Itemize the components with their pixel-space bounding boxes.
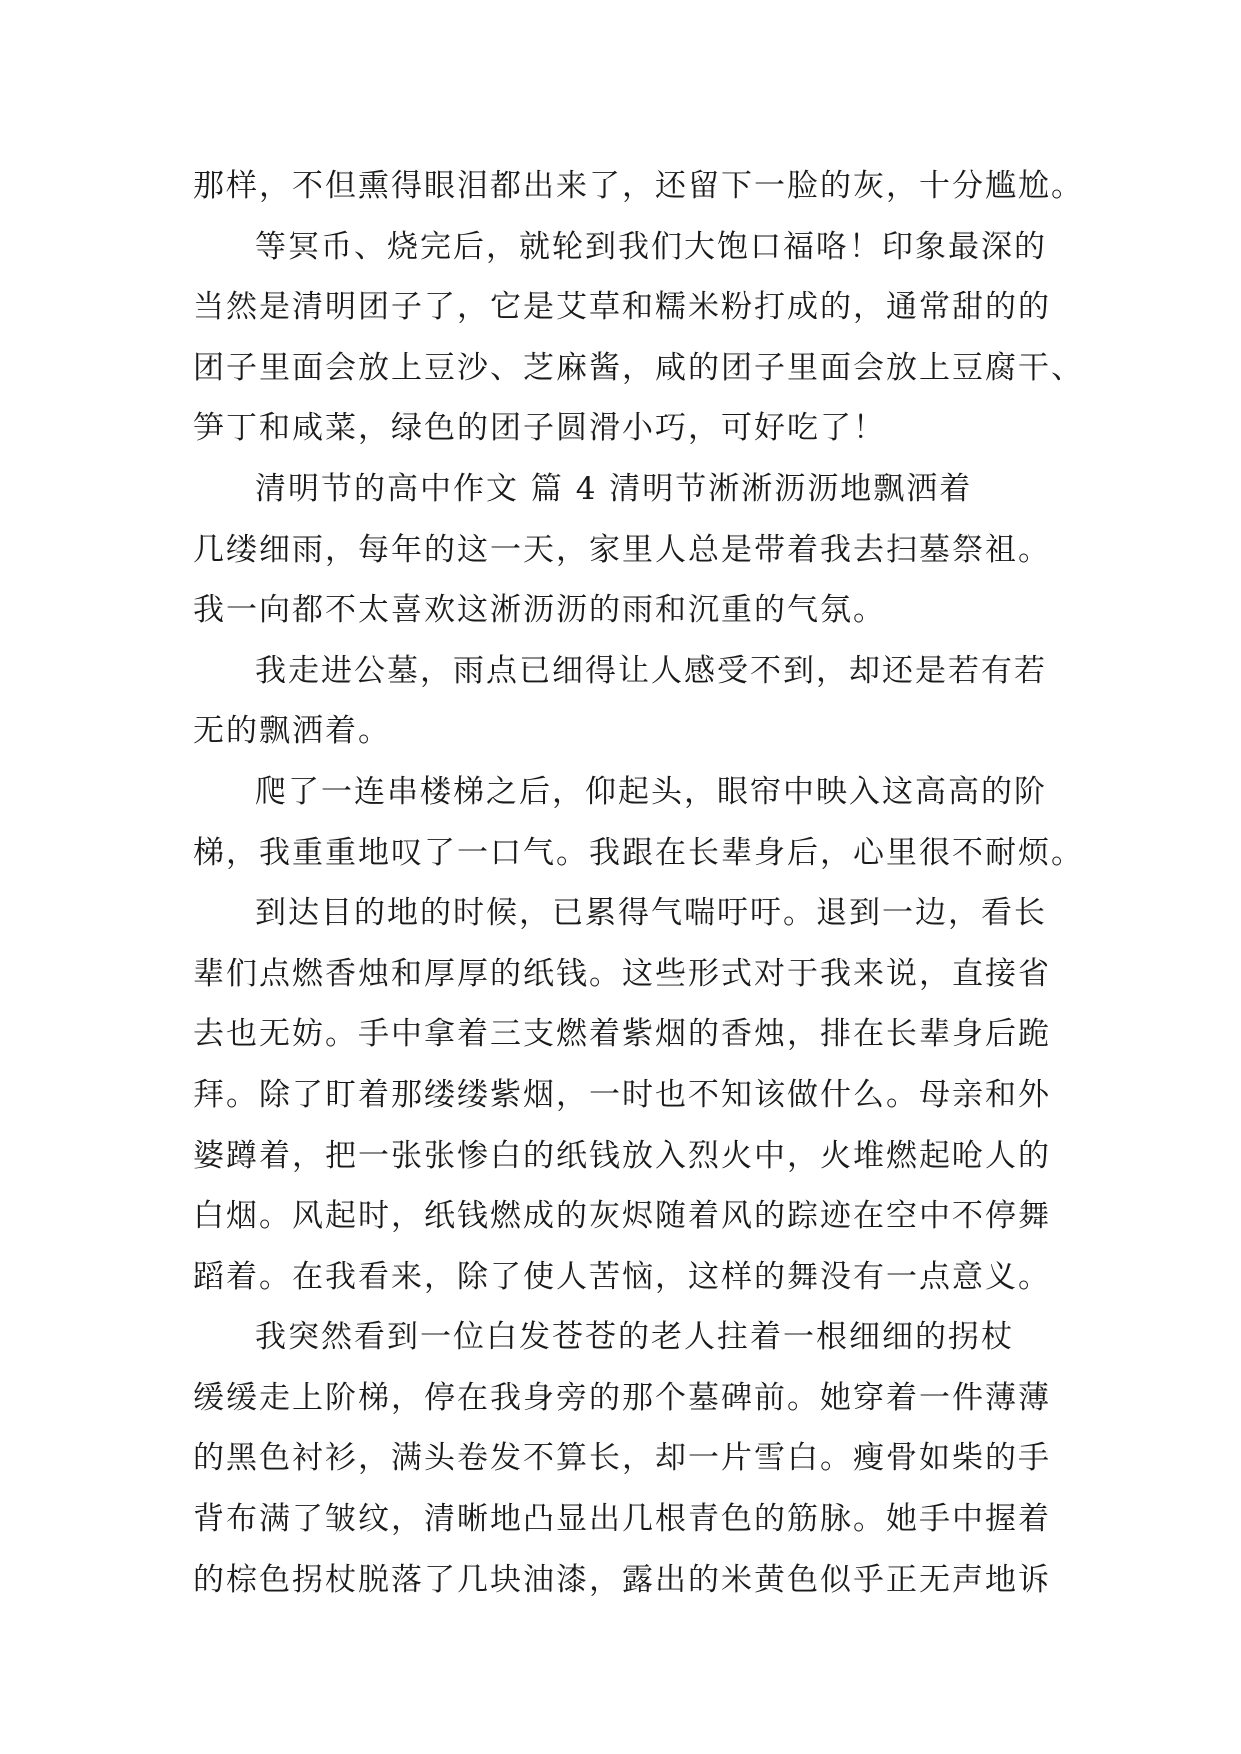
text-line: 到达目的地的时候，已累得气喘吁吁。退到一边，看长 bbox=[255, 895, 1047, 932]
text-line: 笋丁和咸菜，绿色的团子圆滑小巧，可好吃了！ bbox=[193, 410, 886, 447]
text-line: 缓缓走上阶梯，停在我身旁的那个墓碑前。她穿着一件薄薄 bbox=[193, 1379, 1051, 1416]
text-line: 辈们点燃香烛和厚厚的纸钱。这些形式对于我来说，直接省 bbox=[193, 955, 1051, 992]
text-line: 拜。除了盯着那缕缕紫烟，一时也不知该做什么。母亲和外 bbox=[193, 1076, 1051, 1113]
text-line: 我突然看到一位白发苍苍的老人拄着一根细细的拐杖 bbox=[255, 1319, 1014, 1356]
text-line: 清明节的高中作文 篇 4 清明节淅淅沥沥地飘洒着 bbox=[255, 470, 973, 507]
text-line: 去也无妨。手中拿着三支燃着紫烟的香烛，排在长辈身后跪 bbox=[193, 1016, 1051, 1053]
text-line: 爬了一连串楼梯之后，仰起头，眼帘中映入这高高的阶 bbox=[255, 773, 1047, 810]
text-line: 当然是清明团子了，它是艾草和糯米粉打成的，通常甜的的 bbox=[193, 289, 1051, 326]
text-line: 那样，不但熏得眼泪都出来了，还留下一脸的灰，十分尴尬。 bbox=[193, 168, 1084, 204]
text-line: 梯，我重重地叹了一口气。我跟在长辈身后，心里很不耐烦。 bbox=[193, 834, 1084, 871]
text-line: 几缕细雨，每年的这一天，家里人总是带着我去扫墓祭祖。 bbox=[193, 531, 1051, 568]
text-line: 的棕色拐杖脱落了几块油漆，露出的米黄色似乎正无声地诉 bbox=[193, 1561, 1051, 1598]
text-line: 白烟。风起时，纸钱燃成的灰烬随着风的踪迹在空中不停舞 bbox=[193, 1198, 1051, 1235]
text-line: 婆蹲着，把一张张惨白的纸钱放入烈火中，火堆燃起呛人的 bbox=[193, 1137, 1051, 1174]
text-line: 的黑色衬衫，满头卷发不算长，却一片雪白。瘦骨如柴的手 bbox=[193, 1440, 1051, 1477]
text-line: 我一向都不太喜欢这淅沥沥的雨和沉重的气氛。 bbox=[193, 592, 886, 629]
text-line: 等冥币、烧完后，就轮到我们大饱口福咯！印象最深的 bbox=[255, 228, 1047, 265]
text-line: 蹈着。在我看来，除了使人苦恼，这样的舞没有一点意义。 bbox=[193, 1258, 1051, 1295]
essay-text bbox=[193, 156, 1084, 1610]
text-line: 我走进公墓，雨点已细得让人感受不到，却还是若有若 bbox=[255, 652, 1047, 689]
text-line: 背布满了皱纹，清晰地凸显出几根青色的筋脉。她手中握着 bbox=[193, 1501, 1051, 1538]
text-line: 团子里面会放上豆沙、芝麻酱，咸的团子里面会放上豆腐干、 bbox=[193, 349, 1084, 386]
text-line: 无的飘洒着。 bbox=[193, 713, 391, 750]
